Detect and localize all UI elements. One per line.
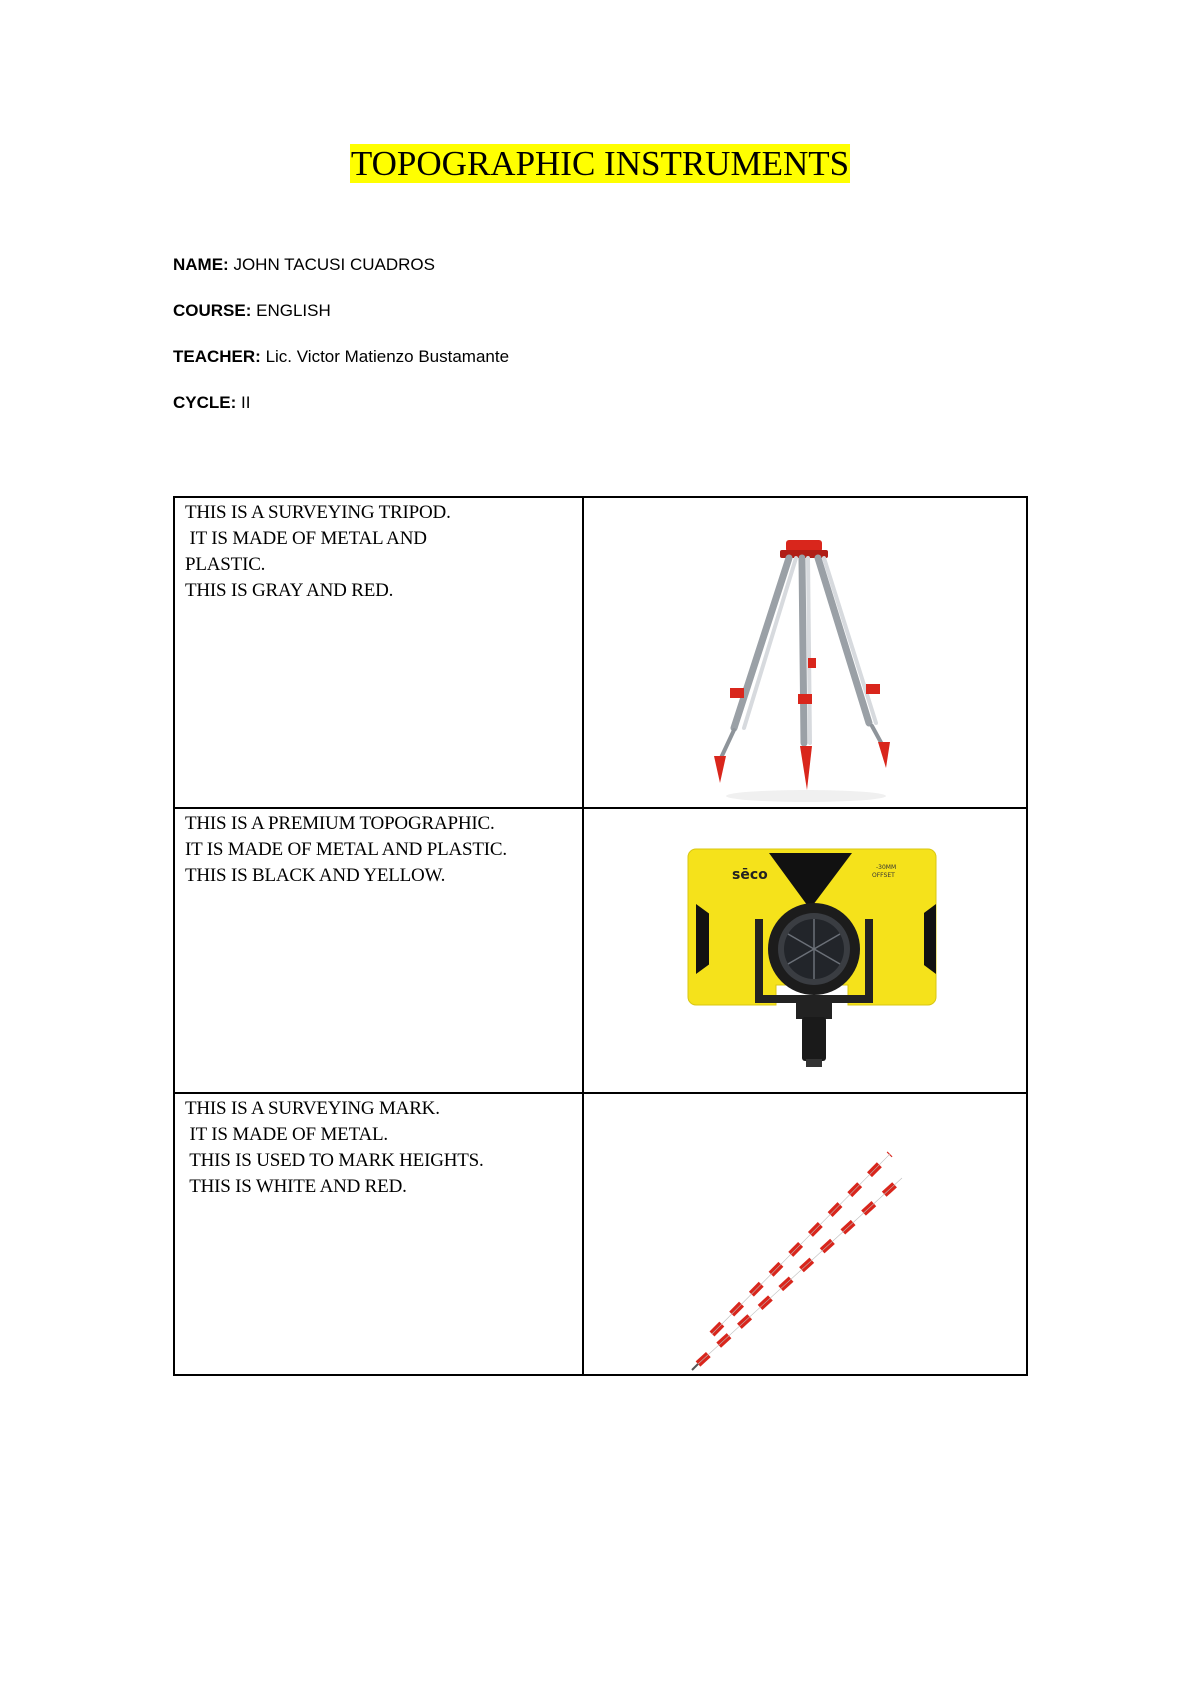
name-label: NAME:	[173, 255, 229, 274]
description-line: THIS IS A SURVEYING TRIPOD.	[185, 502, 451, 523]
table-row	[174, 808, 1027, 1093]
name-line	[173, 254, 435, 276]
surveying-tripod-image	[584, 498, 1028, 807]
description-line: THIS IS BLACK AND YELLOW.	[185, 865, 446, 886]
description-line: IT IS MADE OF METAL.	[185, 1124, 388, 1145]
instruments-table	[173, 496, 1028, 1376]
image-cell	[583, 497, 1027, 808]
teacher-line	[173, 346, 509, 368]
name-value: JOHN TACUSI CUADROS	[233, 255, 435, 274]
description-line: THIS IS A SURVEYING MARK.	[185, 1098, 440, 1119]
image-cell	[583, 1093, 1027, 1375]
offset-top-text: -30MM	[876, 864, 897, 871]
table-row	[174, 1093, 1027, 1375]
cycle-value: II	[241, 393, 251, 412]
description-line: THIS IS WHITE AND RED.	[185, 1176, 407, 1197]
description-cell	[174, 808, 583, 1093]
teacher-label: TEACHER:	[173, 347, 261, 366]
prism-target-image	[584, 809, 1028, 1092]
cycle-label: CYCLE:	[173, 393, 237, 412]
teacher-value: Lic. Victor Matienzo Bustamante	[265, 347, 510, 366]
course-line	[173, 300, 331, 322]
brand-text: sēco	[732, 867, 768, 883]
description-cell	[174, 1093, 583, 1375]
course-label: COURSE:	[173, 301, 252, 320]
description-line: THIS IS A PREMIUM TOPOGRAPHIC.	[185, 813, 495, 834]
description-line: IT IS MADE OF METAL AND	[185, 528, 427, 549]
description-line: PLASTIC.	[185, 554, 266, 575]
highlighted-title-text: TOPOGRAPHIC INSTRUMENTS	[350, 144, 850, 183]
offset-bottom-text: OFFSET	[872, 872, 895, 879]
cycle-line	[173, 392, 250, 414]
table-row	[174, 497, 1027, 808]
document-title	[0, 143, 1200, 185]
image-cell	[583, 808, 1027, 1093]
description-line: THIS IS GRAY AND RED.	[185, 580, 394, 601]
description-line: THIS IS USED TO MARK HEIGHTS.	[185, 1150, 484, 1171]
course-value: ENGLISH	[256, 301, 331, 320]
description-line: IT IS MADE OF METAL AND PLASTIC.	[185, 839, 507, 860]
range-poles-image	[584, 1094, 1028, 1374]
description-cell	[174, 497, 583, 808]
